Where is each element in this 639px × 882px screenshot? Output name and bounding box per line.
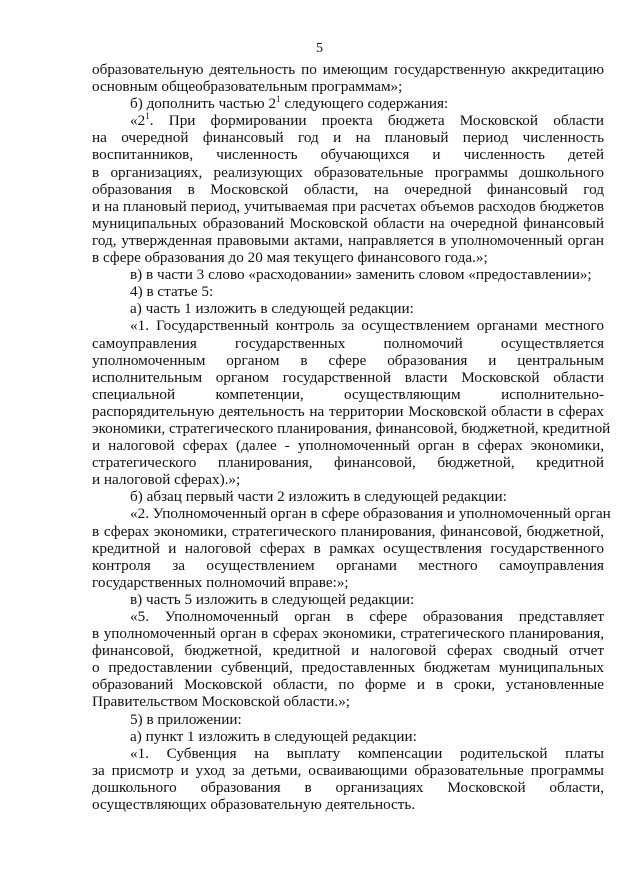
text-line [92, 215, 604, 232]
text-line-content: и налоговой сферах (далее - уполномоченный орган в сферах экономики, [92, 437, 604, 455]
text-line-content: осуществляющих образовательную деятельность. [92, 796, 416, 814]
text-line [92, 317, 604, 334]
text-line-content: основным общеобразовательным программам»; [92, 78, 403, 96]
text-line [92, 676, 604, 693]
text-line-content: и налоговой сферах).»; [92, 471, 241, 489]
text-line [92, 300, 604, 317]
text-line-content: в организациях, реализующих образовательные программы дошкольного [92, 163, 604, 181]
text-line [92, 266, 604, 283]
text-line [92, 403, 604, 420]
text-line [92, 454, 604, 471]
text-line-content: о предоставлении субвенций, предоставленных бюджетам муниципальных [92, 659, 604, 677]
text-line [92, 471, 604, 488]
text-line [92, 505, 611, 523]
text-line [92, 61, 604, 78]
text-line [92, 745, 604, 762]
text-line [92, 335, 604, 352]
text-line [92, 625, 604, 642]
text-line-content: исполнительным органом государственной власти Московской области [92, 368, 604, 386]
text-line [92, 386, 604, 403]
text-line-content: в уполномоченный орган в сферах экономики, стратегического планирования, [92, 625, 604, 643]
text-line-content: а) часть 1 изложить в следующей редакции: [130, 300, 414, 318]
text-line-content: муниципальных образований Московской области на очередной финансовый [92, 214, 604, 232]
text-line-content: образования в Московской области, на очередной финансовый год [92, 180, 604, 198]
text-line [92, 369, 604, 386]
text-line-continuation: следующего содержания: [280, 95, 449, 113]
text-line [92, 779, 604, 796]
text-line-content: экономики, стратегического планирования, финансовой, бюджетной, кредитной [92, 419, 611, 437]
text-line [92, 78, 604, 95]
text-line [92, 181, 604, 198]
text-line-content: уполномоченным органом в сфере образования и центральным [92, 351, 604, 369]
text-line [92, 693, 604, 710]
text-line-content: и на плановый период, учитываемая при расчетах объемов расходов бюджетов [92, 197, 604, 215]
text-line-content: «1. Субвенция на выплату компенсации родительской платы [130, 744, 604, 762]
superscript: 1 [145, 111, 150, 122]
text-line-content: Правительством Московской области.»; [92, 693, 351, 711]
text-line-content: контроля за осуществлением органами местного самоуправления [92, 556, 604, 574]
text-line [92, 540, 604, 557]
text-line-content: б) абзац первый части 2 изложить в следующей редакции: [130, 488, 507, 506]
text-line-content: кредитной и налоговой сферах в рамках осуществления государственного [92, 539, 604, 557]
text-line [92, 642, 604, 659]
text-line [92, 796, 604, 813]
text-line [92, 419, 611, 437]
text-line [92, 659, 604, 676]
superscript: 1 [276, 94, 281, 105]
text-line-content: стратегического планирования, финансовой, бюджетной, кредитной [92, 454, 604, 472]
text-line-content: распорядительную деятельность на территории Московской области в сферах [92, 402, 604, 420]
text-line-content: а) пункт 1 изложить в следующей редакции: [130, 727, 417, 745]
text-line [92, 129, 604, 146]
text-line-content: дошкольного образования в организациях Московской области, [92, 778, 604, 796]
text-line-content: в) часть 5 изложить в следующей редакции: [130, 590, 415, 608]
text-line [92, 591, 604, 608]
text-line [92, 608, 604, 625]
text-line [92, 488, 604, 505]
text-line [92, 352, 604, 369]
page-number: 5 [316, 41, 323, 56]
text-line-content: «2 [130, 112, 146, 130]
text-line [92, 146, 604, 163]
text-line-content: «1. Государственный контроль за осуществлением органами местного [130, 317, 604, 335]
text-line [92, 249, 604, 266]
text-line-content: образований Московской области, по форме и в сроки, установленные [92, 676, 604, 694]
text-line [92, 95, 604, 112]
text-line-content: государственных полномочий вправе:»; [92, 573, 349, 591]
text-line-content: «2. Уполномоченный орган в сфере образования и уполномоченный орган [130, 505, 611, 523]
text-line-continuation: . При формировании проекта бюджета Московской области [149, 112, 604, 130]
text-line [92, 762, 604, 779]
text-line [92, 198, 604, 215]
text-line [92, 523, 604, 540]
document-body [92, 61, 611, 814]
text-line-content: 4) в статье 5: [130, 283, 214, 301]
text-line [92, 574, 604, 591]
text-line [92, 437, 604, 454]
text-line-content: год, утвержденная правовыми актами, направляется в уполномоченный орган [92, 231, 604, 249]
text-line [92, 557, 604, 574]
text-line-content: специальной компетенции, осуществляющим исполнительно- [92, 385, 604, 403]
text-line-content: образовательную деятельность по имеющим государственную аккредитацию [92, 61, 604, 78]
text-line-content: «5. Уполномоченный орган в сфере образования представляет [130, 608, 604, 625]
text-line-content: в сфере образования до 20 мая текущего финансового года.»; [92, 249, 488, 267]
text-line [92, 711, 604, 728]
text-line [92, 232, 604, 249]
text-line-content: в) в части 3 слово «расходовании» заменить словом «предоставлении»; [130, 266, 592, 284]
text-line-content: финансовой, бюджетной, кредитной и налоговой сферах сводный отчет [92, 642, 604, 660]
text-line-content: за присмотр и уход за детьми, осваивающими образовательные программы [92, 761, 604, 779]
text-line-content: в сферах экономики, стратегического планирования, финансовой, бюджетной, [92, 522, 604, 540]
text-line-content: 5) в приложении: [130, 710, 242, 728]
text-line-content: на очередной финансовый год и на плановый период численность [92, 129, 604, 147]
text-line-content: самоуправления государственных полномочий осуществляется [92, 334, 604, 352]
text-line [92, 728, 604, 745]
text-line-content: воспитанников, численность обучающихся и численность детей [92, 146, 604, 164]
text-line [92, 112, 604, 129]
text-line [92, 283, 604, 300]
text-line-content: б) дополнить частью 2 [130, 95, 277, 113]
text-line [92, 164, 604, 181]
